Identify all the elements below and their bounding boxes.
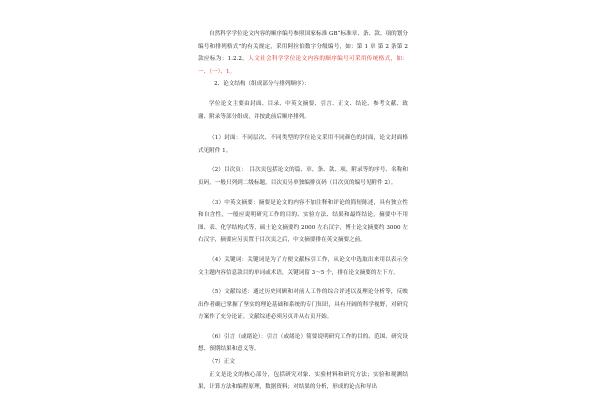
list-item-introduction: （6）引言（或绪论）：引言（或绪论）简要说明研究工作的目的、范围、研究设想、预期结果和意义等。 bbox=[198, 333, 408, 353]
list-item-body-title: （7）正文 bbox=[209, 359, 235, 366]
list-item-cover: （1）封面：不同层次、不同类型的学位论文采用不同颜色的封面，论文封面格式见附件 1。 bbox=[198, 135, 408, 154]
list-item-abstract: （3）中英文摘要：摘要是论文的内容不加注释和评论的简短陈述，具有独立性和自含性，一般应说明研究工作的目的、实验方法、结果和最终结论，摘要中不用图、表、化学结构式等，硕士论文摘要约 2000 左右汉字，博士论文摘要约 3000 左右汉字，摘要应另页置于目次页之后，中文摘要排在英文摘要之前。 bbox=[198, 199, 408, 244]
intro-paragraph bbox=[198, 28, 408, 78]
intro-red-text: 人文社会科学学位论文内容的顺序编号可采用传统格式，如：一、（一）、1。 bbox=[198, 56, 408, 75]
list-item-keywords: （4）关键词：关键词是为了方便文献标引工作，从论文中选取出来用以表示全文主题内容信息款目的单词或术语，关键词留 3～5 个，排在论文摘要的左下方。 bbox=[198, 256, 408, 276]
intro-text: 自然科学学位论文内容的顺序编号参照国家标准 GB“标准章、条、款、项的划分编号和排列格式”的有关规定，采用阿拉伯数字分级编号，如：第 1 章 第 2 条第 2 款应标为：1.2.2。 bbox=[198, 31, 408, 63]
structure-paragraph: 学位论文主要由封面、目录、中英文摘要、引言、正文、结论、参考文献、致谢、附录等部分组成，并按此前后顺序排列。 bbox=[198, 100, 408, 120]
section-heading: 2、论文结构（组成部分与排列顺序）： bbox=[214, 81, 310, 88]
list-item-contents: （2）目次页： 目次页包括论文的篇、章、条、款、项、附录等的序号、名称和页码，一般只列到二级标题，目次页另单独编排页码（目次页的编号见附件 2）。 bbox=[198, 167, 408, 186]
document-body bbox=[198, 28, 408, 394]
list-item-literature-review: （5）文献综述：通过历史回顾和对前人工作的综合评述以及理论分析等，反映出作者确已掌握了坚实的理论基础和系统的专门知识，具有开阔的科学视野，对研究方案作了充分论证。文献综述必须另页并从右页开始。 bbox=[198, 289, 408, 321]
list-item-body-text: 正文是论文的核心部分，包括研究对象、实验材料和研究方法；实验和观测结果，计算方法和编程原理，数据资料；对结果的分析，形成的论点和导出 bbox=[198, 371, 408, 391]
